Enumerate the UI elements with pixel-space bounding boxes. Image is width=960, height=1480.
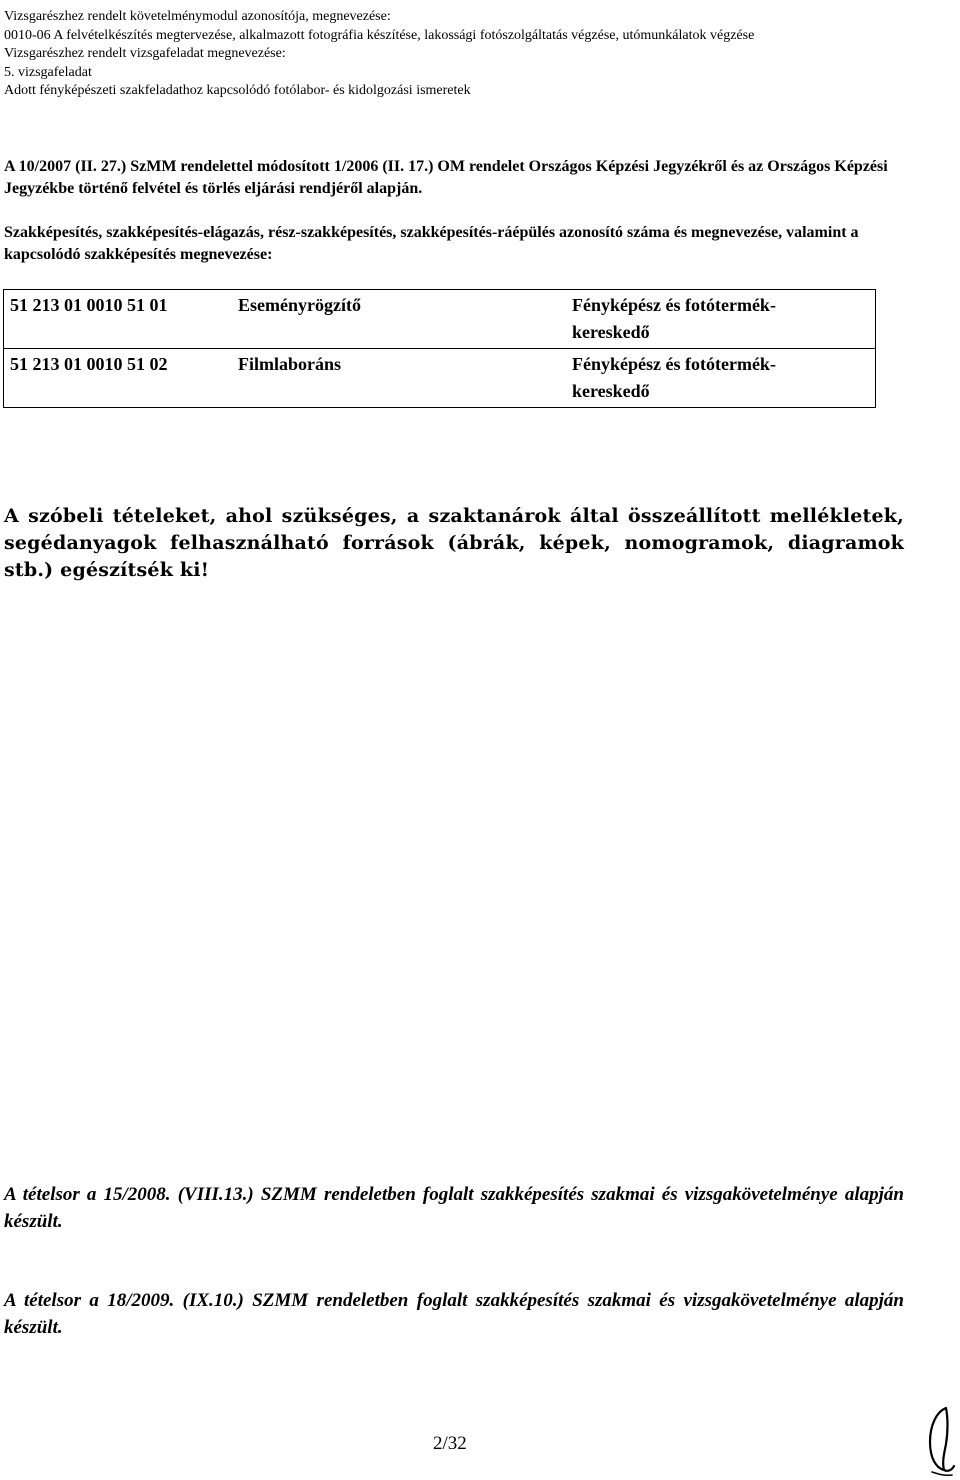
qualification-table [3,289,876,408]
qualification-code: 51 213 01 0010 51 01 [4,290,233,349]
table-row [4,290,876,349]
related-qualification-line2: kereskedő [572,381,650,401]
qualification-intro: Szakképesítés, szakképesítés-elágazás, rész-szakképesítés, szakképesítés-ráépülés azonosító száma és megnevezése, valamint a kapcsolódó szakképesítés megnevezése: [4,224,859,263]
qualification-name: Eseményrögzítő [232,290,566,349]
task-label: Vizsgarészhez rendelt vizsgafeladat megnevezése: [4,46,286,61]
related-qualification [566,290,876,349]
legal-basis-paragraph: A 10/2007 (II. 27.) SzMM rendelettel módosított 1/2006 (II. 17.) OM rendelet Országos Képzési Jegyzékről és az Országos Képzési Jegyzékbe történő felvétel és törlés eljárási rendjéről alapján. [4,158,888,197]
task-title: Adott fényképészeti szakfeladathoz kapcsolódó fotólabor- és kidolgozási ismeretek [4,83,471,98]
signature-mark [922,1402,958,1478]
qualification-name: Filmlaboráns [232,349,566,408]
table-row [4,349,876,408]
regulation-basis-1: A tételsor a 15/2008. (VIII.13.) SZMM rendeletben foglalt szakképesítés szakmai és vizsgakövetelménye alapján készült. [4,1184,904,1232]
related-qualification-line2: kereskedő [572,322,650,342]
related-qualification-line1: Fényképész és fotótermék- [572,354,776,374]
module-title: 0010-06 A felvételkészítés megtervezése, alkalmazott fotográfia készítése, lakossági fotószolgáltatás végzése, utómunkálatok végzése [4,27,755,43]
supplement-note: A szóbeli tételeket, ahol szükséges, a szaktanárok által összeállított mellékletek, segédanyagok felhasználható források (ábrák, képek, nomogramok, diagramok stb.) egészítsék ki! [4,505,904,581]
task-number: 5. vizsgafeladat [4,64,92,80]
document-header [4,8,754,101]
qualification-code: 51 213 01 0010 51 02 [4,349,233,408]
related-qualification [566,349,876,408]
regulation-basis-2: A tételsor a 18/2009. (IX.10.) SZMM rendeletben foglalt szakképesítés szakmai és vizsgakövetelménye alapján készült. [4,1290,904,1338]
related-qualification-line1: Fényképész és fotótermék- [572,295,776,315]
module-label: Vizsgarészhez rendelt követelménymodul azonosítója, megnevezése: [4,9,391,24]
page-number: 2/32 [433,1433,467,1454]
